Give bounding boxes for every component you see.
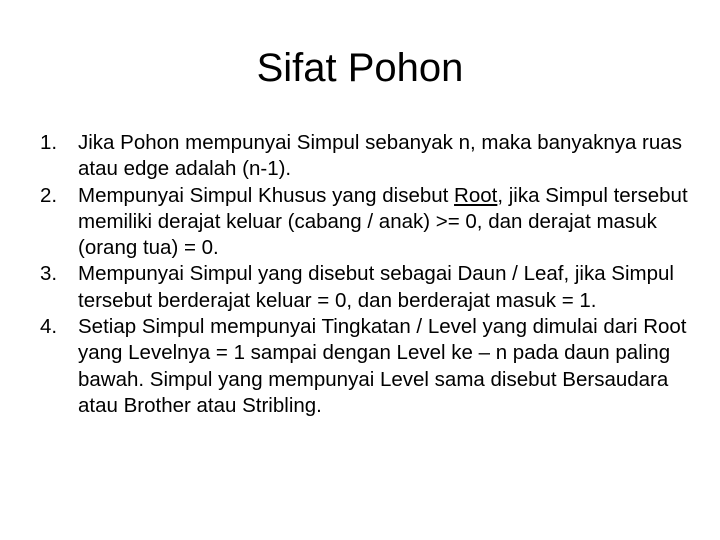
list-item (40, 261, 690, 314)
root-term: Root (454, 183, 498, 207)
list-text-after: , jika Simpul tersebut memiliki derajat keluar (cabang / anak) >= 0, dan derajat masuk (orang tua) = 0. (78, 183, 688, 260)
list-item (40, 314, 690, 419)
list-number: 3. (40, 262, 58, 286)
list-item (40, 130, 690, 183)
slide-title: Sifat Pohon (256, 46, 464, 90)
property-list (40, 130, 690, 419)
list-text: Mempunyai Simpul yang disebut sebagai Daun / Leaf, jika Simpul tersebut berderajat keluar = 0, dan berderajat masuk = 1. (78, 262, 674, 312)
list-text-before: Mempunyai Simpul Khusus yang disebut (78, 183, 455, 207)
list-text: Setiap Simpul mempunyai Tingkatan / Level yang dimulai dari Root yang Levelnya = 1 sampai dengan Level ke – n pada daun paling bawah. Simpul yang mempunyai Level sama disebut Bersaudara atau Brother atau Stribling. (78, 315, 687, 417)
list-number: 4. (40, 315, 58, 339)
list-item (40, 183, 690, 262)
list-text: Jika Pohon mempunyai Simpul sebanyak n, maka banyaknya ruas atau edge adalah (n-1). (78, 131, 682, 181)
list-number: 1. (40, 131, 58, 154)
list-number: 2. (40, 183, 58, 207)
